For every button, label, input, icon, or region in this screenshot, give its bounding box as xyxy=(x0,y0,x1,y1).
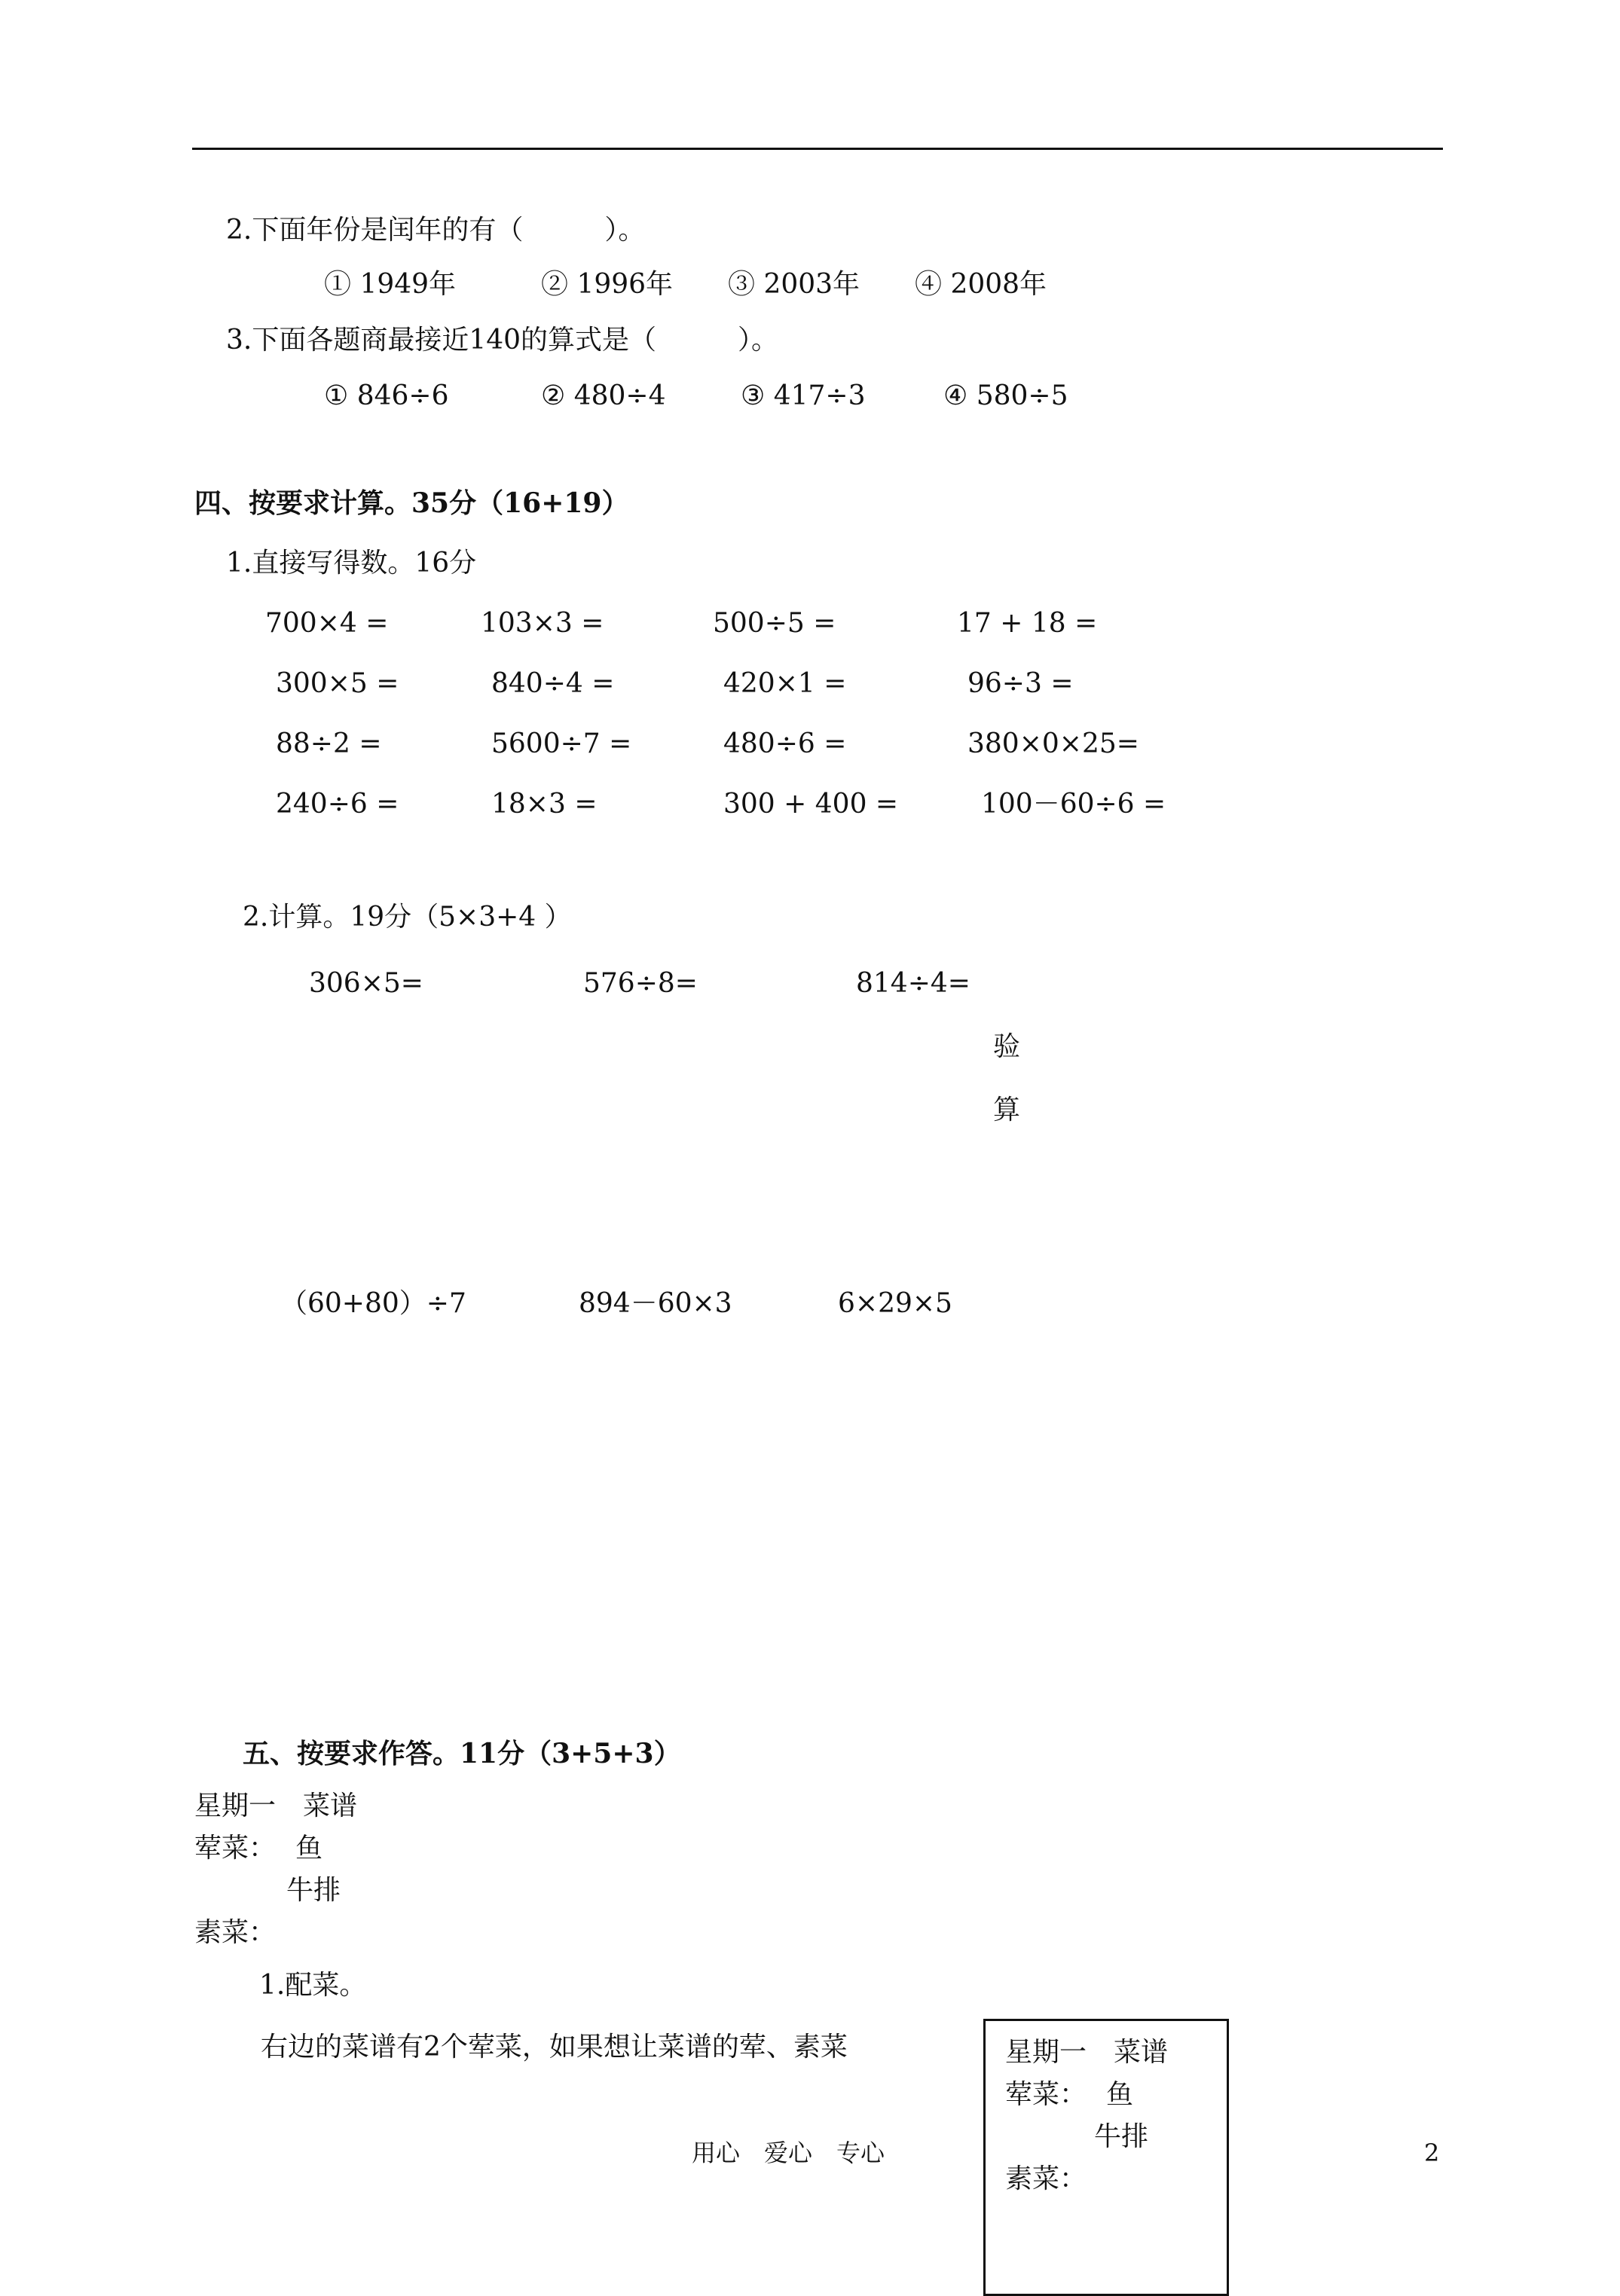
oral-calc-r2c2: 840÷4 = xyxy=(491,668,615,699)
q3-stem: 3.下面各题商最接近140的算式是（ ）。 xyxy=(226,325,779,356)
box-menu-header: 星期一 菜谱 xyxy=(1005,2037,1169,2068)
section4-title: 四、按要求计算。35分（16+19） xyxy=(194,487,629,519)
oral-calc-r4c4: 100－60÷6 = xyxy=(981,789,1166,820)
q3-option-3: ③ 417÷3 xyxy=(741,380,866,411)
oral-calc-r1c2: 103×3 = xyxy=(481,608,604,639)
oral-calc-r1c4: 17 + 18 = xyxy=(957,608,1098,639)
q3-option-1: ① 846÷6 xyxy=(324,380,449,411)
footer-motto: 用心 爱心 专心 xyxy=(692,2139,885,2167)
oral-calc-r3c1: 88÷2 = xyxy=(276,728,382,759)
oral-calc-r1c3: 500÷5 = xyxy=(713,608,836,639)
oral-calc-r1c1: 700×4 = xyxy=(265,608,389,639)
oral-calc-r3c2: 5600÷7 = xyxy=(491,728,632,759)
header-rule xyxy=(192,148,1443,150)
q3-option-4: ④ 580÷5 xyxy=(943,380,1068,411)
menu-meat-label: 荤菜： xyxy=(194,1833,277,1864)
oral-calc-r2c3: 420×1 = xyxy=(723,668,847,699)
q2-option-3: ③ 2003年 xyxy=(728,269,860,300)
box-menu-meat-item-2: 牛排 xyxy=(1094,2121,1149,2152)
q2-stem: 2.下面年份是闰年的有（ ）。 xyxy=(226,215,646,246)
section5-part1-title: 1.配菜。 xyxy=(259,1970,367,2001)
oral-calc-r4c2: 18×3 = xyxy=(491,789,598,820)
box-menu-veg-label: 素菜： xyxy=(1005,2163,1087,2194)
box-menu-meat-label: 荤菜： xyxy=(1005,2079,1087,2110)
oral-calc-r3c4: 380×0×25= xyxy=(967,728,1139,759)
menu-meat-item-2: 牛排 xyxy=(286,1875,341,1906)
box-menu-meat-item-1: 鱼 xyxy=(1106,2079,1134,2110)
menu-header: 星期一 菜谱 xyxy=(194,1791,358,1821)
oral-calc-r2c4: 96÷3 = xyxy=(967,668,1074,699)
section5-part1-text: 右边的菜谱有2个荤菜，如果想让菜谱的荤、素菜 xyxy=(261,2032,848,2062)
menu-meat-item-1: 鱼 xyxy=(295,1833,323,1864)
menu-box xyxy=(983,2019,1229,2296)
written-calc-2: 576÷8= xyxy=(583,968,698,999)
verify-char-2: 算 xyxy=(993,1095,1021,1125)
written-calc-1: 306×5= xyxy=(309,968,423,999)
oral-calc-r4c1: 240÷6 = xyxy=(276,789,399,820)
q2-option-2: ② 1996年 xyxy=(541,269,674,300)
section4-part2-title: 2.计算。19分（5×3+4 ） xyxy=(243,902,572,933)
oral-calc-r2c1: 300×5 = xyxy=(276,668,399,699)
mixed-calc-3: 6×29×5 xyxy=(838,1288,952,1319)
menu-veg-label: 素菜： xyxy=(194,1917,277,1948)
page-number: 2 xyxy=(1424,2139,1440,2167)
mixed-calc-1: （60+80）÷7 xyxy=(280,1288,466,1319)
oral-calc-r4c3: 300 + 400 = xyxy=(723,789,899,820)
section4-part1-title: 1.直接写得数。16分 xyxy=(226,548,477,579)
q2-option-4: ④ 2008年 xyxy=(915,269,1047,300)
verify-char-1: 验 xyxy=(993,1031,1021,1062)
written-calc-3: 814÷4= xyxy=(856,968,970,999)
section5-title: 五、按要求作答。11分（3+5+3） xyxy=(243,1738,681,1769)
mixed-calc-2: 894－60×3 xyxy=(579,1288,732,1319)
oral-calc-r3c3: 480÷6 = xyxy=(723,728,847,759)
q3-option-2: ② 480÷4 xyxy=(541,380,666,411)
q2-option-1: ① 1949年 xyxy=(324,269,457,300)
